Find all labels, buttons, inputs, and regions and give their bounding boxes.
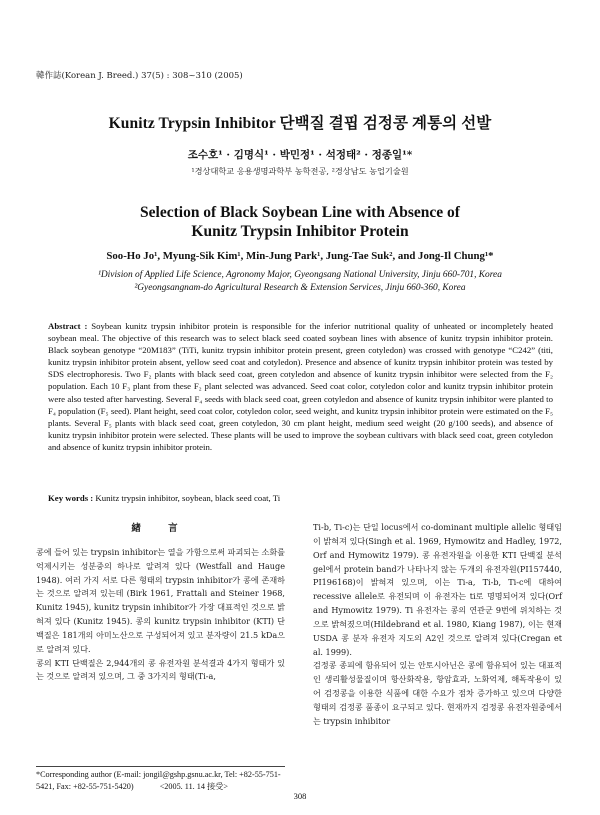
keywords-text: Kunitz trypsin inhibitor, soybean, black seed coat, Ti	[95, 493, 281, 503]
english-authors: Soo-Ho Jo¹, Myung-Sik Kim¹, Min-Jung Park¹, Jung-Tae Suk², and Jong-Il Chung¹*	[106, 250, 494, 262]
journal-citation: 韓作誌(Korean J. Breed.) 37(5) : 308~310 (2005)	[36, 71, 243, 81]
footnote-text: *Corresponding author (E-mail: jongil@gshp.gsnu.ac.kr, Tel: +82-55-751-5421, Fax: +82-55-751-5420)	[36, 770, 281, 792]
keywords-label: Key words :	[48, 493, 94, 503]
english-title	[0, 203, 600, 241]
footnote-divider	[36, 766, 285, 767]
right-paragraph-2: 검정콩 종피에 함유되어 있는 안토시아닌은 콩에 함유되어 있는 대표적인 생리활성물질이며 항산화작용, 항암효과, 노화억제, 해독작용이 있어 검정콩을 이용한 식품에 대한 수요가 점차 증가하고 있으며 다양한 형태의 검정콩 품종이 요구되고 있다. 현재까지 검정콩 유전자원중에서는 trypsin inhibitor	[313, 660, 562, 726]
english-affiliation-line2: ²Gyeongsangnam-do Agricultural Research & Extension Services, Jinju 660-360, Korea	[134, 282, 466, 293]
left-paragraph-2: 콩의 KTI 단백질은 2,944개의 콩 유전자원 분석결과 4가지 형태가 있는 것으로 알려져 있으며, 그 중 3가지의 형태(Ti-a,	[36, 657, 285, 682]
english-affiliation	[0, 269, 600, 294]
english-affiliation-line1: ¹Division of Applied Life Science, Agronomy Major, Gyeongsang National University, Jinju 660-701, Korea	[98, 270, 502, 280]
english-title-line1: Selection of Black Soybean Line with Absence of	[140, 204, 460, 221]
corresponding-author-footnote	[36, 769, 288, 794]
korean-title: Kunitz Trypsin Inhibitor 단백질 결핍 검정콩 계통의 선발	[108, 115, 492, 132]
section-heading-introduction: 緖 言	[131, 523, 190, 534]
abstract	[48, 320, 553, 453]
right-paragraph-1: Ti-b, Ti-c)는 단일 locus에서 co-dominant multiple allelic 형태임이 밝혀져 있다(Singh et al. 1969, Hymowitz and Hadley, 1972, Orf and Hymowitz 1979). 콩 유전자원을 이용한 KTI 단백질 분석 gel에서 protein band가 나타나지 않는 두개의 유전자원(PI157440, PI196168)이 밝혀져 있으며, 이는 Ti-a, Ti-b, Ti-c에 대하여 recessive allele로 유전되며 이 유전자는 ti로 명명되어져 있다(Orf and Hymowitz 1979). Ti 유전자는 콩의 연관군 9번에 위치하는 것으로 밝혀졌으며(Hildebrand et al. 1980, Kiang 1987), 이는 현재 USDA 콩 분자 유전자 지도의 A2인 것으로 알려져 있다(Cregan et al. 1999).	[313, 522, 562, 657]
received-date: <2005. 11. 14 接受>	[159, 782, 228, 792]
body-left-column	[36, 520, 285, 684]
korean-authors: 조수호¹ · 김명식¹ · 박민정¹ · 석정태² · 정종일¹*	[187, 149, 413, 161]
abstract-label: Abstract :	[48, 321, 88, 331]
page-number: 308	[293, 791, 307, 801]
body-right-column	[313, 521, 562, 729]
keywords	[48, 493, 553, 503]
english-title-line2: Kunitz Trypsin Inhibitor Protein	[191, 223, 409, 240]
korean-affiliation: ¹경상대학교 응용생명과학부 농학전공, ²경상남도 농업기술원	[191, 166, 409, 176]
abstract-text: Soybean kunitz trypsin inhibitor protein is responsible for the inferior nutritional quality of unheated or incompletely heated soybean meal. The objective of this research was to select black seed coated soybean lines with absence of kunitz trypsin inhibitor protein. Black soybean genotype “20M183” (TiTi, kunitz trypsin inhibitor protein present, green cotyledon) was crossed with genotype “C242” (titi, kunitz trypsin inhibitor protein absent, yellow seed coat and cotyledon). Presence and absence of kunitz trypsin inhibitor protein was tested by SDS electrophoresis. Two F₂ plants with black seed coat, green cotyledon and absence of kunitz trypsin inhibitor were selected from the F₂ population. Each 10 F₃ plant from these F₂ plant selected was advanced. Seed coat color, cotyledon color and kunitz trypsin inhibitor protein were also tested after harvesting. Several F₄ seeds with black seed coat, green cotyledon and absence of kunitz trypsin inhibitor were planted to F₄ population (F₅ seed). Plant height, seed coat color, cotyledon color, seed weight, and kunitz trypsin inhibitor protein were estimated on the F₅ plants. Several F₅ plants with black seed coat, green cotyledon, 30 cm plant height, medium seed weight (20 g/100 seeds), and absence of kunitz trypsin inhibitor protein were selected. These plants will be used to improve the soybean cultivars with black seed coat, green cotyledon and absence of kunitz trypsin inhibitor protein.	[48, 321, 553, 452]
left-paragraph-1: 콩에 들어 있는 trypsin inhibitor는 열을 가함으로써 파괴되는 소화를 억제시키는 성분중의 하나로 알려져 있다 (Westfall and Hauge 1948). 여러 가지 서로 다른 형태의 trypsin inhibitor가 콩에 존재하는 것으로 알려져 있는데 (Birk 1961, Frattali and Steiner 1968, Kunitz 1945), kunitz trypsin inhibitor가 가장 대표적인 것으로 밝혀져 있다 (Kunitz 1945). 콩의 kunitz trypsin inhibitor (KTI) 단백질은 181개의 아미노산으로 구성되어져 있고 분자량이 21.5 kDa으로 알려져 있다.	[36, 546, 285, 654]
